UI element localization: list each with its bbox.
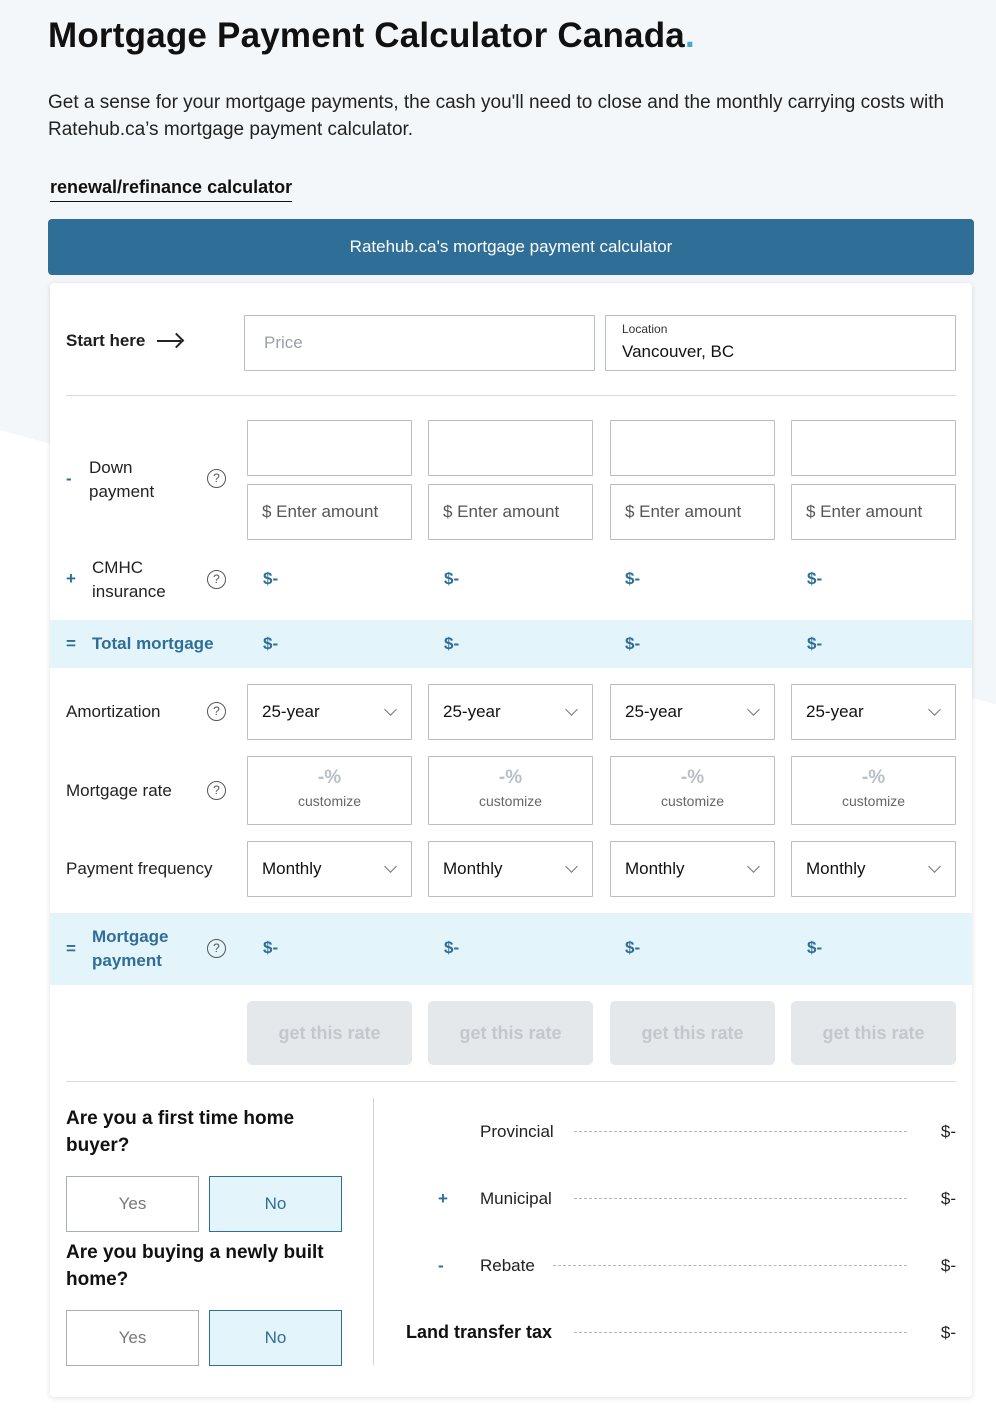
get-this-rate-button[interactable]: get this rate <box>247 1001 412 1065</box>
minus-sign: - <box>438 1256 444 1275</box>
total-mortgage-value: $- <box>444 634 460 653</box>
chevron-down-icon <box>928 703 941 716</box>
total-mortgage-value: $- <box>263 634 279 653</box>
down-payment-label: Down payment <box>89 458 155 501</box>
mortgage-payment-value: $- <box>444 938 460 957</box>
total-mortgage-value: $- <box>625 634 641 653</box>
rebate-label: Rebate <box>480 1256 535 1275</box>
total-mortgage-label: Total mortgage <box>92 634 214 653</box>
get-this-rate-button[interactable]: get this rate <box>610 1001 775 1065</box>
down-payment-percent-input[interactable] <box>791 420 956 476</box>
mortgage-rate-input[interactable]: -% customize <box>247 756 412 825</box>
get-this-rate-button[interactable]: get this rate <box>791 1001 956 1065</box>
dotted-leader <box>574 1332 907 1333</box>
payment-frequency-select[interactable]: Monthly <box>791 841 956 897</box>
question-circle-icon[interactable]: ? <box>207 469 226 488</box>
chevron-down-icon <box>747 860 760 873</box>
renewal-calculator-link[interactable]: renewal/refinance calculator <box>50 177 292 202</box>
dotted-leader <box>553 1265 907 1266</box>
price-input[interactable]: Price <box>244 315 595 371</box>
payment-frequency-select[interactable]: Monthly <box>428 841 593 897</box>
calculator-banner: Ratehub.ca's mortgage payment calculator <box>48 219 974 275</box>
cmhc-value: $- <box>807 569 823 588</box>
divider <box>66 1081 956 1082</box>
cmhc-value: $- <box>263 569 279 588</box>
mortgage-payment-value: $- <box>807 938 823 957</box>
cmhc-insurance-label: CMHC insurance <box>92 558 166 601</box>
amortization-select[interactable]: 25-year <box>791 684 956 740</box>
down-payment-amount-input[interactable]: $ Enter amount <box>428 484 593 540</box>
location-value: Vancouver, BC <box>622 342 735 361</box>
chevron-down-icon <box>565 703 578 716</box>
cmhc-value: $- <box>444 569 460 588</box>
chevron-down-icon <box>384 860 397 873</box>
down-payment-amount-input[interactable]: $ Enter amount <box>791 484 956 540</box>
mortgage-rate-input[interactable]: -% customize <box>610 756 775 825</box>
amortization-select[interactable]: 25-year <box>610 684 775 740</box>
mortgage-payment-value: $- <box>625 938 641 957</box>
cmhc-value: $- <box>625 569 641 588</box>
question-circle-icon[interactable]: ? <box>207 939 226 958</box>
mortgage-payment-value: $- <box>263 938 279 957</box>
down-payment-percent-input[interactable] <box>428 420 593 476</box>
question-circle-icon[interactable]: ? <box>207 570 226 589</box>
question-circle-icon[interactable]: ? <box>207 702 226 721</box>
land-transfer-tax-value: $- <box>940 1323 956 1342</box>
equals-sign: = <box>66 634 76 653</box>
amortization-select[interactable]: 25-year <box>247 684 412 740</box>
chevron-down-icon <box>384 703 397 716</box>
dotted-leader <box>574 1198 907 1199</box>
location-label: Location <box>622 322 668 336</box>
total-mortgage-value: $- <box>807 634 823 653</box>
location-input[interactable] <box>605 315 956 371</box>
dotted-leader <box>574 1131 907 1132</box>
first-time-yes-button[interactable]: Yes <box>66 1176 199 1232</box>
payment-frequency-select[interactable]: Monthly <box>610 841 775 897</box>
mortgage-payment-label: Mortgage payment <box>92 927 169 970</box>
payment-frequency-select[interactable]: Monthly <box>247 841 412 897</box>
question-circle-icon[interactable]: ? <box>207 781 226 800</box>
new-build-yes-button[interactable]: Yes <box>66 1310 199 1366</box>
chevron-down-icon <box>565 860 578 873</box>
payment-frequency-label: Payment frequency <box>66 859 213 878</box>
arrow-right-icon <box>157 334 183 348</box>
provincial-label: Provincial <box>480 1122 554 1141</box>
first-time-no-button[interactable]: No <box>209 1176 342 1232</box>
amortization-select[interactable]: 25-year <box>428 684 593 740</box>
plus-sign: + <box>438 1189 448 1208</box>
provincial-value: $- <box>940 1122 956 1141</box>
mortgage-rate-input[interactable]: -% customize <box>428 756 593 825</box>
chevron-down-icon <box>747 703 760 716</box>
title-dot: . <box>684 16 695 55</box>
chevron-down-icon <box>928 860 941 873</box>
get-this-rate-button[interactable]: get this rate <box>428 1001 593 1065</box>
equals-sign: = <box>66 939 76 958</box>
plus-sign: + <box>66 569 76 588</box>
municipal-label: Municipal <box>480 1189 552 1208</box>
down-payment-percent-input[interactable] <box>610 420 775 476</box>
minus-sign: - <box>66 469 72 488</box>
start-here-label: Start here <box>66 331 146 350</box>
mortgage-rate-label: Mortgage rate <box>66 781 172 800</box>
intro-text: Get a sense for your mortgage payments, the cash you'll need to close and the monthly carrying costs with Ratehub.ca’s mortgage payment calculator. <box>48 92 945 140</box>
new-build-no-button[interactable]: No <box>209 1310 342 1366</box>
land-transfer-tax-label: Land transfer tax <box>406 1322 553 1342</box>
mortgage-rate-input[interactable]: -% customize <box>791 756 956 825</box>
page-title: Mortgage Payment Calculator Canada. <box>48 16 695 55</box>
down-payment-percent-input[interactable] <box>247 420 412 476</box>
amortization-label: Amortization <box>66 702 161 721</box>
down-payment-amount-input[interactable]: $ Enter amount <box>247 484 412 540</box>
rebate-value: $- <box>940 1256 956 1275</box>
first-time-buyer-question: Are you a first time home buyer? <box>66 1108 295 1156</box>
municipal-value: $- <box>940 1189 956 1208</box>
down-payment-amount-input[interactable]: $ Enter amount <box>610 484 775 540</box>
vertical-divider <box>373 1098 374 1365</box>
divider <box>66 395 956 396</box>
mortgage-payment-row <box>50 913 972 985</box>
new-build-question: Are you buying a newly built home? <box>66 1242 324 1290</box>
start-here <box>66 331 183 351</box>
calculator-card <box>50 283 972 1397</box>
